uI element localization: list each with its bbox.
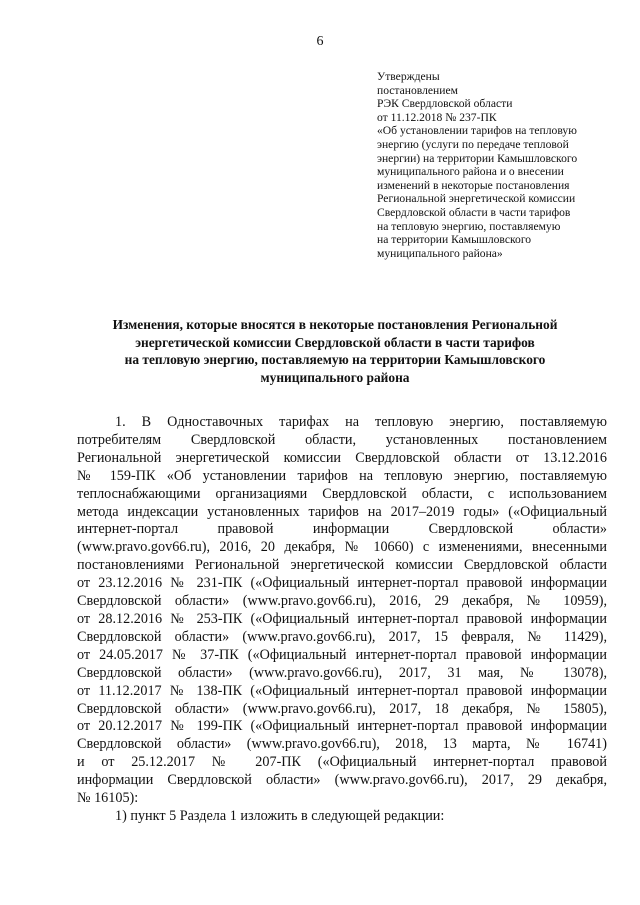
approval-line: Региональной энергетической комиссии [377,192,576,206]
approval-line: энергию (услуги по передаче тепловой [377,137,569,151]
approval-line: постановлением [377,83,458,97]
body-line: (www.pravo.gov66.ru), 2016, 20 декабря, № 10660) с изменениями, внесенными [77,539,607,556]
title-line: на тепловую энергию, поставляемую на территории Камышловского [124,352,546,367]
body-line: 1) пункт 5 Раздела 1 изложить в следующей редакции: [115,807,445,824]
body-line: Свердловской области» (www.pravo.gov66.ru), 2018, 13 марта, № 16741) [77,736,607,753]
body-line: от 23.12.2016 № 231-ПК («Официальный интернет-портал правовой информации [77,575,607,592]
body-line: метода индексации установленных тарифов на 2017–2019 годы» («Официальный [77,503,607,520]
approval-line: от 11.12.2018 № 237-ПК [377,110,497,124]
body-line: Свердловской области» (www.pravo.gov66.ru), 2017, 31 мая, № 13078), [77,664,607,681]
approval-line: муниципального района и о внесении [377,165,564,179]
body-line: Свердловской области» (www.pravo.gov66.ru), 2016, 29 декабря, № 10959), [77,593,607,610]
approval-line: на тепловую энергию, поставляемую [377,219,561,233]
body-line: и от 25.12.2017 № 207-ПК («Официальный интернет-портал правовой [77,754,607,771]
body-line: от 11.12.2017 № 138-ПК («Официальный интернет-портал правовой информации [77,682,607,699]
body-line: потребителям Свердловской области, установленных постановлением [77,431,607,448]
body-line: № 16105): [77,790,139,807]
page-number: 6 [316,34,324,49]
body-line: интернет-портал правовой информации Свердловской области» [77,521,607,538]
approval-line: на территории Камышловского [377,233,532,247]
body-line: Свердловской области» (www.pravo.gov66.ru), 2017, 18 декабря, № 15805), [77,700,607,717]
body-line: Региональной энергетической комиссии Свердловской области от 13.12.2016 [77,449,607,466]
body-text [77,414,607,826]
approval-line: Свердловской области в части тарифов [377,205,571,219]
body-line: Свердловской области» (www.pravo.gov66.ru), 2017, 15 февраля, № 11429), [77,628,607,645]
title-line: муниципального района [260,369,410,385]
body-line: от 20.12.2017 № 199-ПК («Официальный интернет-портал правовой информации [77,718,607,735]
body-line: теплоснабжающими организациями Свердловской области, с использованием [77,485,607,502]
approval-line: РЭК Свердловской области [377,97,513,111]
body-line: от 28.12.2016 № 253-ПК («Официальный интернет-портал правовой информации [77,610,607,627]
body-line: от 24.05.2017 № 37-ПК («Официальный интернет-портал правовой информации [77,646,607,663]
approval-line: изменений в некоторые постановления [377,178,570,192]
approval-line: Утверждены [377,70,440,83]
approval-line: «Об установлении тарифов на тепловую [377,124,577,138]
approval-line: муниципального района» [377,246,503,260]
document-title [70,316,600,386]
body-line: информации Свердловской области» (www.pravo.gov66.ru), 2017, 29 декабря, [77,772,607,789]
title-line: Изменения, которые вносятся в некоторые постановления Региональной [112,317,558,332]
body-line: постановлениями Региональной энергетической комиссии Свердловской области [77,557,607,574]
approval-block [377,70,627,260]
approval-line: энергии) на территории Камышловского [377,151,578,165]
title-line: энергетической комиссии Свердловской области в части тарифов [135,334,535,350]
body-line: № 159-ПК «Об установлении тарифов на тепловую энергию, поставляемую [77,467,607,484]
body-line: 1. В Одноставочных тарифах на тепловую энергию, поставляемую [115,414,607,430]
